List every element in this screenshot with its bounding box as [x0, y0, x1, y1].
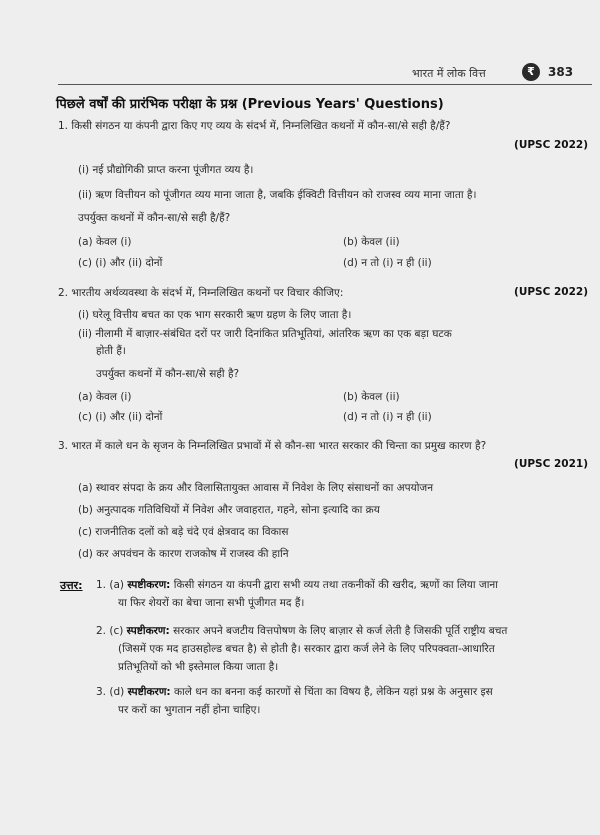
question-3-option-a: (a) स्थावर संपदा के क्रय और विलासितायुक्त आवास में निवेश के लिए संसाधनों का अपयोजन — [78, 482, 434, 494]
section-title: पिछले वर्षों की प्रारंभिक परीक्षा के प्रश्न (Previous Years' Questions) — [56, 97, 444, 112]
rupee-icon: ₹ — [522, 63, 540, 81]
answer-2-text-1: सरकार अपने बजटीय वित्तपोषण के लिए बाज़ार से कर्ज लेती है जिसकी पूर्ति राष्ट्रीय बचत — [173, 625, 508, 637]
answer-3-text-2: पर करों का भुगतान नहीं होना चाहिए। — [118, 704, 261, 716]
question-3-option-b: (b) अनुत्पादक गतिविधियों में निवेश और जवाहरात, गहने, सोना इत्यादि का क्रय — [78, 504, 380, 516]
question-2-prompt: उपर्युक्त कथनों में कौन-सा/से सही है? — [96, 368, 240, 380]
question-2-option-d: (d) न तो (i) न ही (ii) — [343, 411, 432, 423]
question-1-tag: (UPSC 2022) — [514, 139, 588, 151]
question-1-option-a: (a) केवल (i) — [78, 236, 132, 248]
question-1-statement-2: (ii) ऋण वित्तीयन को पूंजीगत व्यय माना जाता है, जबकि ईक्विटी वित्तीयन को राजस्व व्यय माना जाता है। — [78, 189, 477, 201]
answer-3-heading: स्पष्टीकरण: — [127, 686, 171, 698]
question-2-option-b: (b) केवल (ii) — [343, 391, 400, 403]
question-3-stem: 3. भारत में काले धन के सृजन के निम्नलिखित प्रभावों में से कौन-सा भारत सरकार की चिन्ता का प्रमुख कारण है? — [58, 440, 487, 452]
answer-2-number: 2. (c) — [96, 625, 124, 637]
answer-1-text-1: किसी संगठन या कंपनी द्वारा सभी व्यय तथा तकनीकों की खरीद, ऋणों का लिया जाना — [173, 579, 498, 591]
question-2-option-c: (c) (i) और (ii) दोनों — [78, 411, 163, 423]
answer-1-heading: स्पष्टीकरण: — [127, 579, 171, 591]
answer-1-text-2: या फिर शेयरों का बेचा जाना सभी पूंजीगत मद हैं। — [118, 597, 305, 609]
answer-1-line-1 — [96, 578, 498, 592]
question-2-statement-2: (ii) नीलामी में बाज़ार-संबंधित दरों पर जारी दिनांकित प्रतिभूतियां, आंतरिक ऋण का एक बड़ा घटक — [78, 328, 452, 340]
answers-label: उत्तर: — [60, 579, 83, 592]
question-2-tag: (UPSC 2022) — [514, 286, 588, 298]
question-3-option-d: (d) कर अपवंचन के कारण राजकोष में राजस्व की हानि — [78, 548, 289, 560]
header-rule — [58, 84, 592, 85]
question-3-option-c: (c) राजनीतिक दलों को बड़े चंदे एवं क्षेत्रवाद का विकास — [78, 526, 289, 538]
answer-3-line-1 — [96, 685, 493, 699]
chapter-title: भारत में लोक वित्त — [412, 67, 486, 80]
question-2-statement-2-cont: होती हैं। — [96, 345, 126, 357]
page-number: 383 — [548, 65, 574, 79]
answer-2-line-1 — [96, 624, 507, 638]
question-1-option-c: (c) (i) और (ii) दोनों — [78, 257, 163, 269]
answer-3-text-1: काले धन का बनना कई कारणों से चिंता का विषय है, लेकिन यहां प्रश्न के अनुसार इस — [173, 686, 493, 698]
question-2-option-a: (a) केवल (i) — [78, 391, 132, 403]
question-1-option-d: (d) न तो (i) न ही (ii) — [343, 257, 432, 269]
question-1-stem: 1. किसी संगठन या कंपनी द्वारा किए गए व्यय के संदर्भ में, निम्नलिखित कथनों में कौन-सा/से सही है/हैं? — [58, 120, 451, 132]
question-1-option-b: (b) केवल (ii) — [343, 236, 400, 248]
answer-2-text-3: प्रतिभूतियों को भी इस्तेमाल किया जाता है। — [118, 661, 279, 673]
question-1-statement-1: (i) नई प्रौद्योगिकी प्राप्त करना पूंजीगत व्यय है। — [78, 164, 254, 176]
answer-2-heading: स्पष्टीकरण: — [126, 625, 170, 637]
answer-2-text-2: (जिसमें एक मद हाउसहोल्ड बचत है) से होती है। सरकार द्वारा कर्ज लेने के लिए परिपक्वता-आधारित — [118, 643, 495, 655]
answer-1-number: 1. (a) — [96, 579, 124, 591]
answer-3-number: 3. (d) — [96, 686, 125, 698]
question-2-stem: 2. भारतीय अर्थव्यवस्था के संदर्भ में, निम्नलिखित कथनों पर विचार कीजिए: — [58, 287, 344, 299]
question-1-prompt: उपर्युक्त कथनों में कौन-सा/से सही है/हैं? — [78, 212, 231, 224]
question-2-statement-1: (i) घरेलू वित्तीय बचत का एक भाग सरकारी ऋण ग्रहण के लिए जाता है। — [78, 309, 352, 321]
question-3-tag: (UPSC 2021) — [514, 458, 588, 470]
